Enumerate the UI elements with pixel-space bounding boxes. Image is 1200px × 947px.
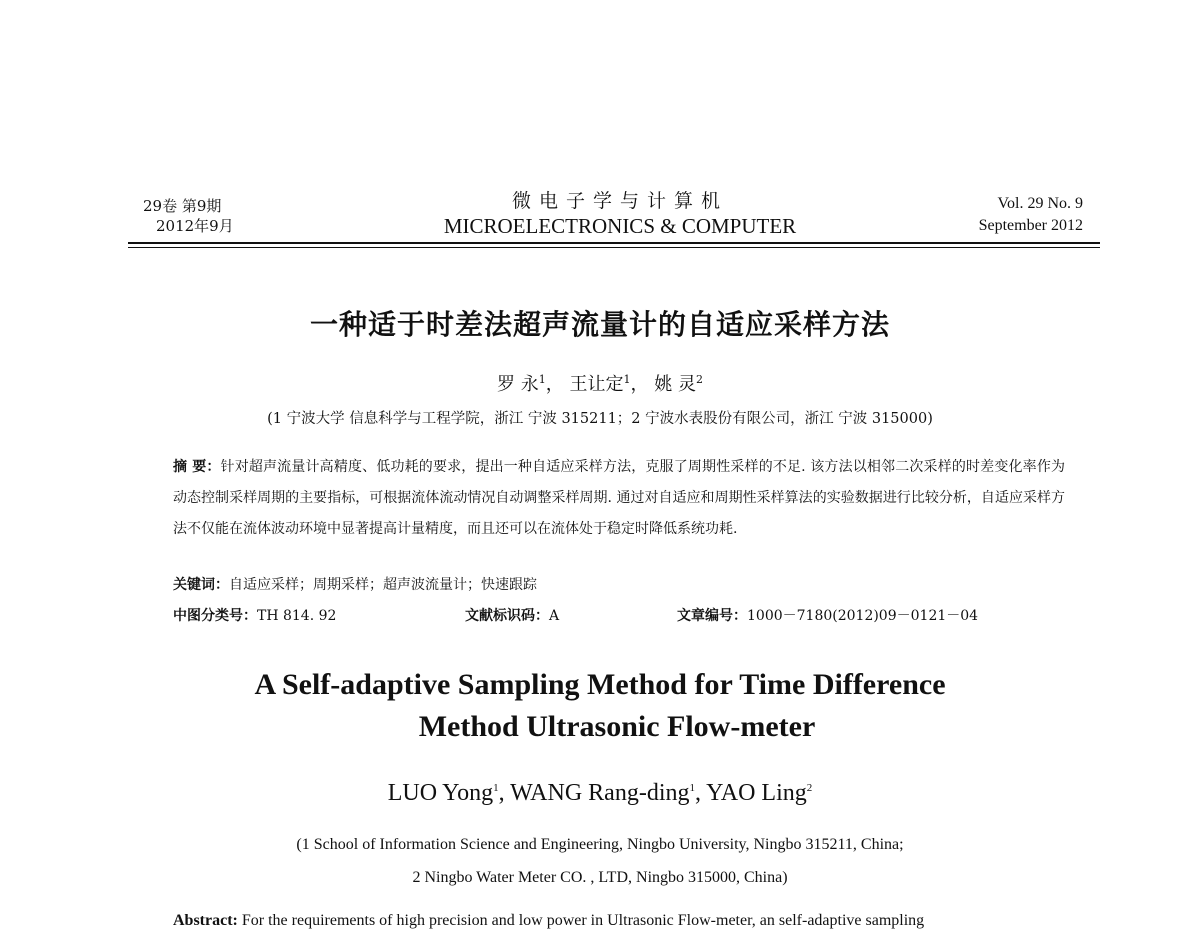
volume-issue-en: Vol. 29 No. 9 xyxy=(997,195,1083,212)
title-cn: 一种适于时差法超声流量计的自适应采样方法 xyxy=(309,308,890,341)
volume-issue-cn: 29卷 第9期 xyxy=(143,197,222,215)
author-cn: 罗 永 xyxy=(497,374,539,395)
affiliation-cn: (1 宁波大学 信息科学与工程学院，浙江 宁波 315211；2 宁波水表股份有限公司，浙江 宁波 315000) xyxy=(267,411,933,427)
affiliation-en-line1: (1 School of Information Science and Engineering, Ningbo University, Ningbo 315211, China; xyxy=(296,836,904,853)
header-right xyxy=(979,193,1083,237)
title-en xyxy=(0,664,1200,748)
abstract-en xyxy=(173,906,1065,936)
article-number: 文章编号：1000－7180(2012)09－0121－04 xyxy=(677,608,979,624)
authors-cn: 罗 永$^1$， 王让定$^1$， 姚 灵$^2$ xyxy=(497,373,703,395)
author-en: YAO Ling xyxy=(706,780,807,806)
author-cn: 王让定 xyxy=(569,374,624,395)
title-en-line1: A Self-adaptive Sampling Method for Time Difference xyxy=(254,668,946,701)
keywords-cn-label: 关键词： xyxy=(173,577,229,593)
affiliation-en xyxy=(0,828,1200,894)
journal-name-en: MICROELECTRONICS & COMPUTER xyxy=(443,214,797,238)
abstract-en-label: Abstract: xyxy=(173,912,238,929)
doc-code: 文献标识码：A xyxy=(465,608,560,624)
abstract-cn xyxy=(173,452,1065,545)
keywords-cn xyxy=(173,574,537,594)
header-rule-thick xyxy=(128,242,1100,244)
author-en: LUO Yong xyxy=(387,780,494,806)
date-en: September 2012 xyxy=(978,217,1083,234)
author-cn: 姚 灵 xyxy=(654,374,696,395)
abstract-en-text: For the requirements of high precision and low power in Ultrasonic Flow-meter, an self-adaptive sampling xyxy=(241,912,925,929)
header-rule-thin xyxy=(128,247,1100,248)
affiliation-en-line2: 2 Ningbo Water Meter CO. , LTD, Ningbo 315000, China) xyxy=(412,869,788,886)
author-en: WANG Rang-ding xyxy=(510,780,690,806)
clc-number: 中图分类号：TH 814. 92 xyxy=(173,608,337,624)
date-cn: 2012年9月 xyxy=(156,217,234,235)
authors-en: LUO Yong$^1$, WANG Rang-ding$^1$, YAO Ling$^2$ xyxy=(387,780,813,806)
abstract-cn-label: 摘 要： xyxy=(173,459,221,475)
journal-name-cn: 微电子学与计算机 xyxy=(511,190,728,212)
abstract-cn-text: 针对超声流量计高精度、低功耗的要求，提出一种自适应采样方法，克服了周期性采样的不足. 该方法以相邻二次采样的时差变化率作为动态控制采样周期的主要指标，可根据流体流动情况自动调整采样周期. 通过对自适应和周期性采样算法的实验数据进行比较分析，自适应采样方法不仅能在流体波动环境中显著提高计量精度，而且还可以在流体处于稳定时降低系统功耗. xyxy=(173,459,1065,537)
title-en-line2: Method Ultrasonic Flow-meter xyxy=(418,710,816,743)
keywords-cn-text: 自适应采样；周期采样；超声波流量计；快速跟踪 xyxy=(229,577,537,593)
header-center xyxy=(400,189,840,239)
header-left xyxy=(143,196,234,236)
